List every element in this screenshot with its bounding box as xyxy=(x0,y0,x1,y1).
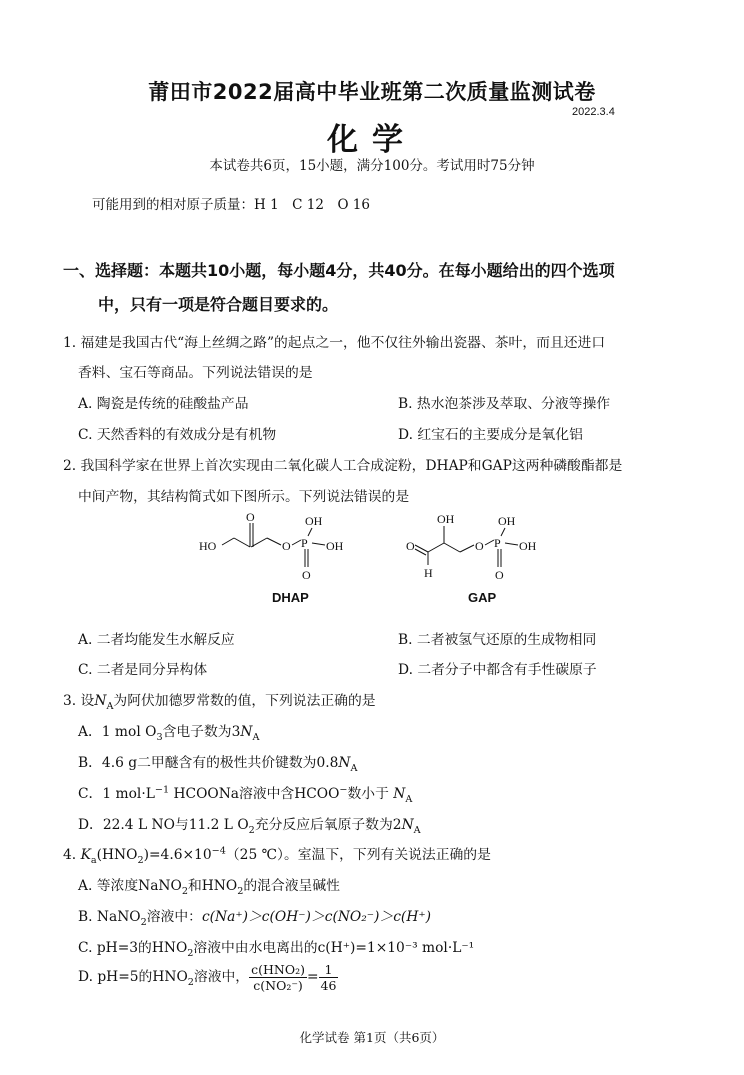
gap-atom-oh-top: OH xyxy=(437,512,455,526)
dhap-atom-ho: HO xyxy=(199,539,217,553)
q4-d-denominator: c(NO₂⁻) xyxy=(253,978,303,993)
q1-option-c: C. 天然香料的有效成分是有机物 xyxy=(78,427,277,443)
q4-d-numerator: c(HNO₂) xyxy=(251,962,305,977)
section-heading-line1: 一、选择题：本题共10小题，每小题4分，共40分。在每小题给出的四个选项 xyxy=(63,261,615,280)
gap-atom-o-aldehyde: O xyxy=(406,539,415,553)
q3-c-text2: HCOONa溶液中含HCOO xyxy=(173,786,340,802)
q3-na-symbol: N xyxy=(94,693,107,709)
gap-atom-oh-p-top: OH xyxy=(498,514,516,528)
q3-c-sup2: − xyxy=(339,784,348,796)
gap-atom-oh-right: OH xyxy=(519,539,537,553)
gap-atom-o-ester: O xyxy=(475,539,484,553)
gap-structure xyxy=(402,512,562,592)
q2-option-b: B. 二者被氢气还原的生成物相同 xyxy=(398,632,597,648)
q4-stem1: (HNO xyxy=(96,847,138,863)
q3-option-d xyxy=(78,813,421,836)
q4-exp: −4 xyxy=(211,845,226,857)
q2-option-a: A. 二者均能发生水解反应 xyxy=(78,632,235,648)
q4-c-text2: 溶液中由水电离出的 xyxy=(193,940,318,956)
q4-a-sub: a xyxy=(90,854,97,866)
gap-atom-h: H xyxy=(424,566,433,580)
q2-option-c: C. 二者是同分异构体 xyxy=(78,662,208,678)
q4-stem3: （25 ℃）。室温下，下列有关说法正确的是 xyxy=(225,847,491,863)
q3-option-b xyxy=(78,751,357,774)
q3-a-text: A．1 mol O xyxy=(78,724,157,740)
q1-option-d: D. 红宝石的主要成分是氧化铝 xyxy=(398,427,583,443)
q3-c-sup: −1 xyxy=(154,784,170,796)
q4-a-text3: 的混合液呈碱性 xyxy=(243,878,340,894)
q4-d-text: D. pH=5的HNO xyxy=(78,969,188,985)
q3-stem-pre: 3. 设 xyxy=(63,693,95,709)
dhap-atom-p: P xyxy=(301,536,308,550)
q3-c-text: C．1 mol·L xyxy=(78,786,155,802)
gap-atom-p: P xyxy=(494,536,501,550)
q3-d-na-sub: A xyxy=(413,824,421,836)
q3-c-na: N xyxy=(393,786,406,802)
q4-sub2: 2 xyxy=(137,854,144,866)
q4-a-sub2: 2 xyxy=(237,885,244,897)
q3-stem-post: 为阿伏加德罗常数的值，下列说法正确的是 xyxy=(113,693,376,709)
q4-a-text: A. 等浓度NaNO xyxy=(78,878,182,894)
q4-option-a xyxy=(78,874,340,897)
q1-stem-line2: 香料、宝石等商品。下列说法错误的是 xyxy=(78,365,313,381)
dhap-structure xyxy=(195,512,365,592)
q3-d-na: N xyxy=(401,817,414,833)
q4-c-text: C. pH=3的HNO xyxy=(78,940,188,956)
exam-title: 莆田市2022届高中毕业班第二次质量监测试卷 xyxy=(148,80,596,104)
q4-option-b xyxy=(78,905,431,928)
q4-d-46: 46 xyxy=(320,978,337,993)
dhap-atom-oh-top: OH xyxy=(305,514,323,528)
q4-d-one: 1 xyxy=(319,962,339,978)
q4-d-equals: = xyxy=(306,969,319,985)
dhap-atom-oh-right: OH xyxy=(326,539,344,553)
q3-c-text3: 数小于 xyxy=(347,786,389,802)
dhap-atom-o-bottom: O xyxy=(302,568,311,582)
q3-b-na: N xyxy=(338,755,351,771)
q4-option-c xyxy=(78,936,474,959)
section-heading-line2: 中，只有一项是符合题目要求的。 xyxy=(98,295,339,314)
q3-d-text: D．22.4 L NO与11.2 L O xyxy=(78,817,249,833)
q1-option-b: B. 热水泡茶涉及萃取、分液等操作 xyxy=(398,396,611,412)
gap-label: GAP xyxy=(468,590,497,605)
q3-option-c xyxy=(78,782,412,805)
q4-option-d xyxy=(78,962,338,993)
q4-a-text2: 和HNO xyxy=(187,878,238,894)
q4-d-fraction-right xyxy=(319,962,339,993)
q4-c-expr: c(H⁺)=1×10⁻³ mol·L⁻¹ xyxy=(317,940,475,956)
q4-stem2: )=4.6×10 xyxy=(143,847,212,863)
q2-stem-line2: 中间产物，其结构简式如下图所示。下列说法错误的是 xyxy=(78,489,410,505)
q4-b-sub: 2 xyxy=(140,916,147,928)
page-footer: 化学试卷 第1页（共6页） xyxy=(299,1030,445,1045)
exam-date: 2022.3.4 xyxy=(572,106,615,118)
q4-k: K xyxy=(80,847,91,863)
q4-c-sub: 2 xyxy=(187,947,194,959)
q3-na-sub: A xyxy=(106,700,114,712)
subject-title: 化学 xyxy=(327,122,417,158)
q3-a-na-sub: A xyxy=(252,731,260,743)
q4-a-sub1: 2 xyxy=(181,885,188,897)
q4-stem xyxy=(63,843,491,866)
q4-d-sub: 2 xyxy=(187,976,194,988)
q3-b-na-sub: A xyxy=(350,762,358,774)
q4-d-text2: 溶液中， xyxy=(193,969,250,985)
q1-option-a: A. 陶瓷是传统的硅酸盐产品 xyxy=(78,396,249,412)
q4-b-text2: 溶液中： xyxy=(146,909,202,925)
q3-c-na-sub: A xyxy=(405,793,413,805)
q3-a-na: N xyxy=(240,724,253,740)
q1-stem-line1: 1. 福建是我国古代“海上丝绸之路”的起点之一，他不仅往外输出瓷器、茶叶，而且还进口 xyxy=(63,335,606,351)
q2-stem-line1: 2. 我国科学家在世界上首次实现由二氧化碳人工合成淀粉，DHAP和GAP这两种磷酸酯都是 xyxy=(63,458,623,474)
q3-b-text: B．4.6 g二甲醚含有的极性共价键数为0.8 xyxy=(78,755,339,771)
dhap-atom-o-ester: O xyxy=(282,539,291,553)
q4-d-fraction-left xyxy=(249,962,307,993)
exam-info: 本试卷共6页，15小题，满分100分。考试用时75分钟 xyxy=(209,158,535,174)
q3-d-text2: 充分反应后氧原子数为2 xyxy=(254,817,402,833)
atomic-masses: 可能用到的相对原子质量：H 1 C 12 O 16 xyxy=(92,197,370,213)
q3-option-a xyxy=(78,720,259,743)
q4-b-expr: c(Na⁺)＞c(OH⁻)＞c(NO₂⁻)＞c(H⁺) xyxy=(201,909,432,925)
q3-a-sub: 3 xyxy=(156,731,163,743)
q4-number: 4. xyxy=(63,847,81,863)
q4-b-text: B. NaNO xyxy=(78,909,141,925)
q2-option-d: D. 二者分子中都含有手性碳原子 xyxy=(398,662,597,678)
q3-a-text2: 含电子数为3 xyxy=(162,724,241,740)
q3-d-sub: 2 xyxy=(248,824,255,836)
q3-stem xyxy=(63,689,376,712)
dhap-label: DHAP xyxy=(272,590,309,605)
gap-atom-o-bottom: O xyxy=(495,568,504,582)
dhap-atom-o-carbonyl: O xyxy=(246,512,255,524)
